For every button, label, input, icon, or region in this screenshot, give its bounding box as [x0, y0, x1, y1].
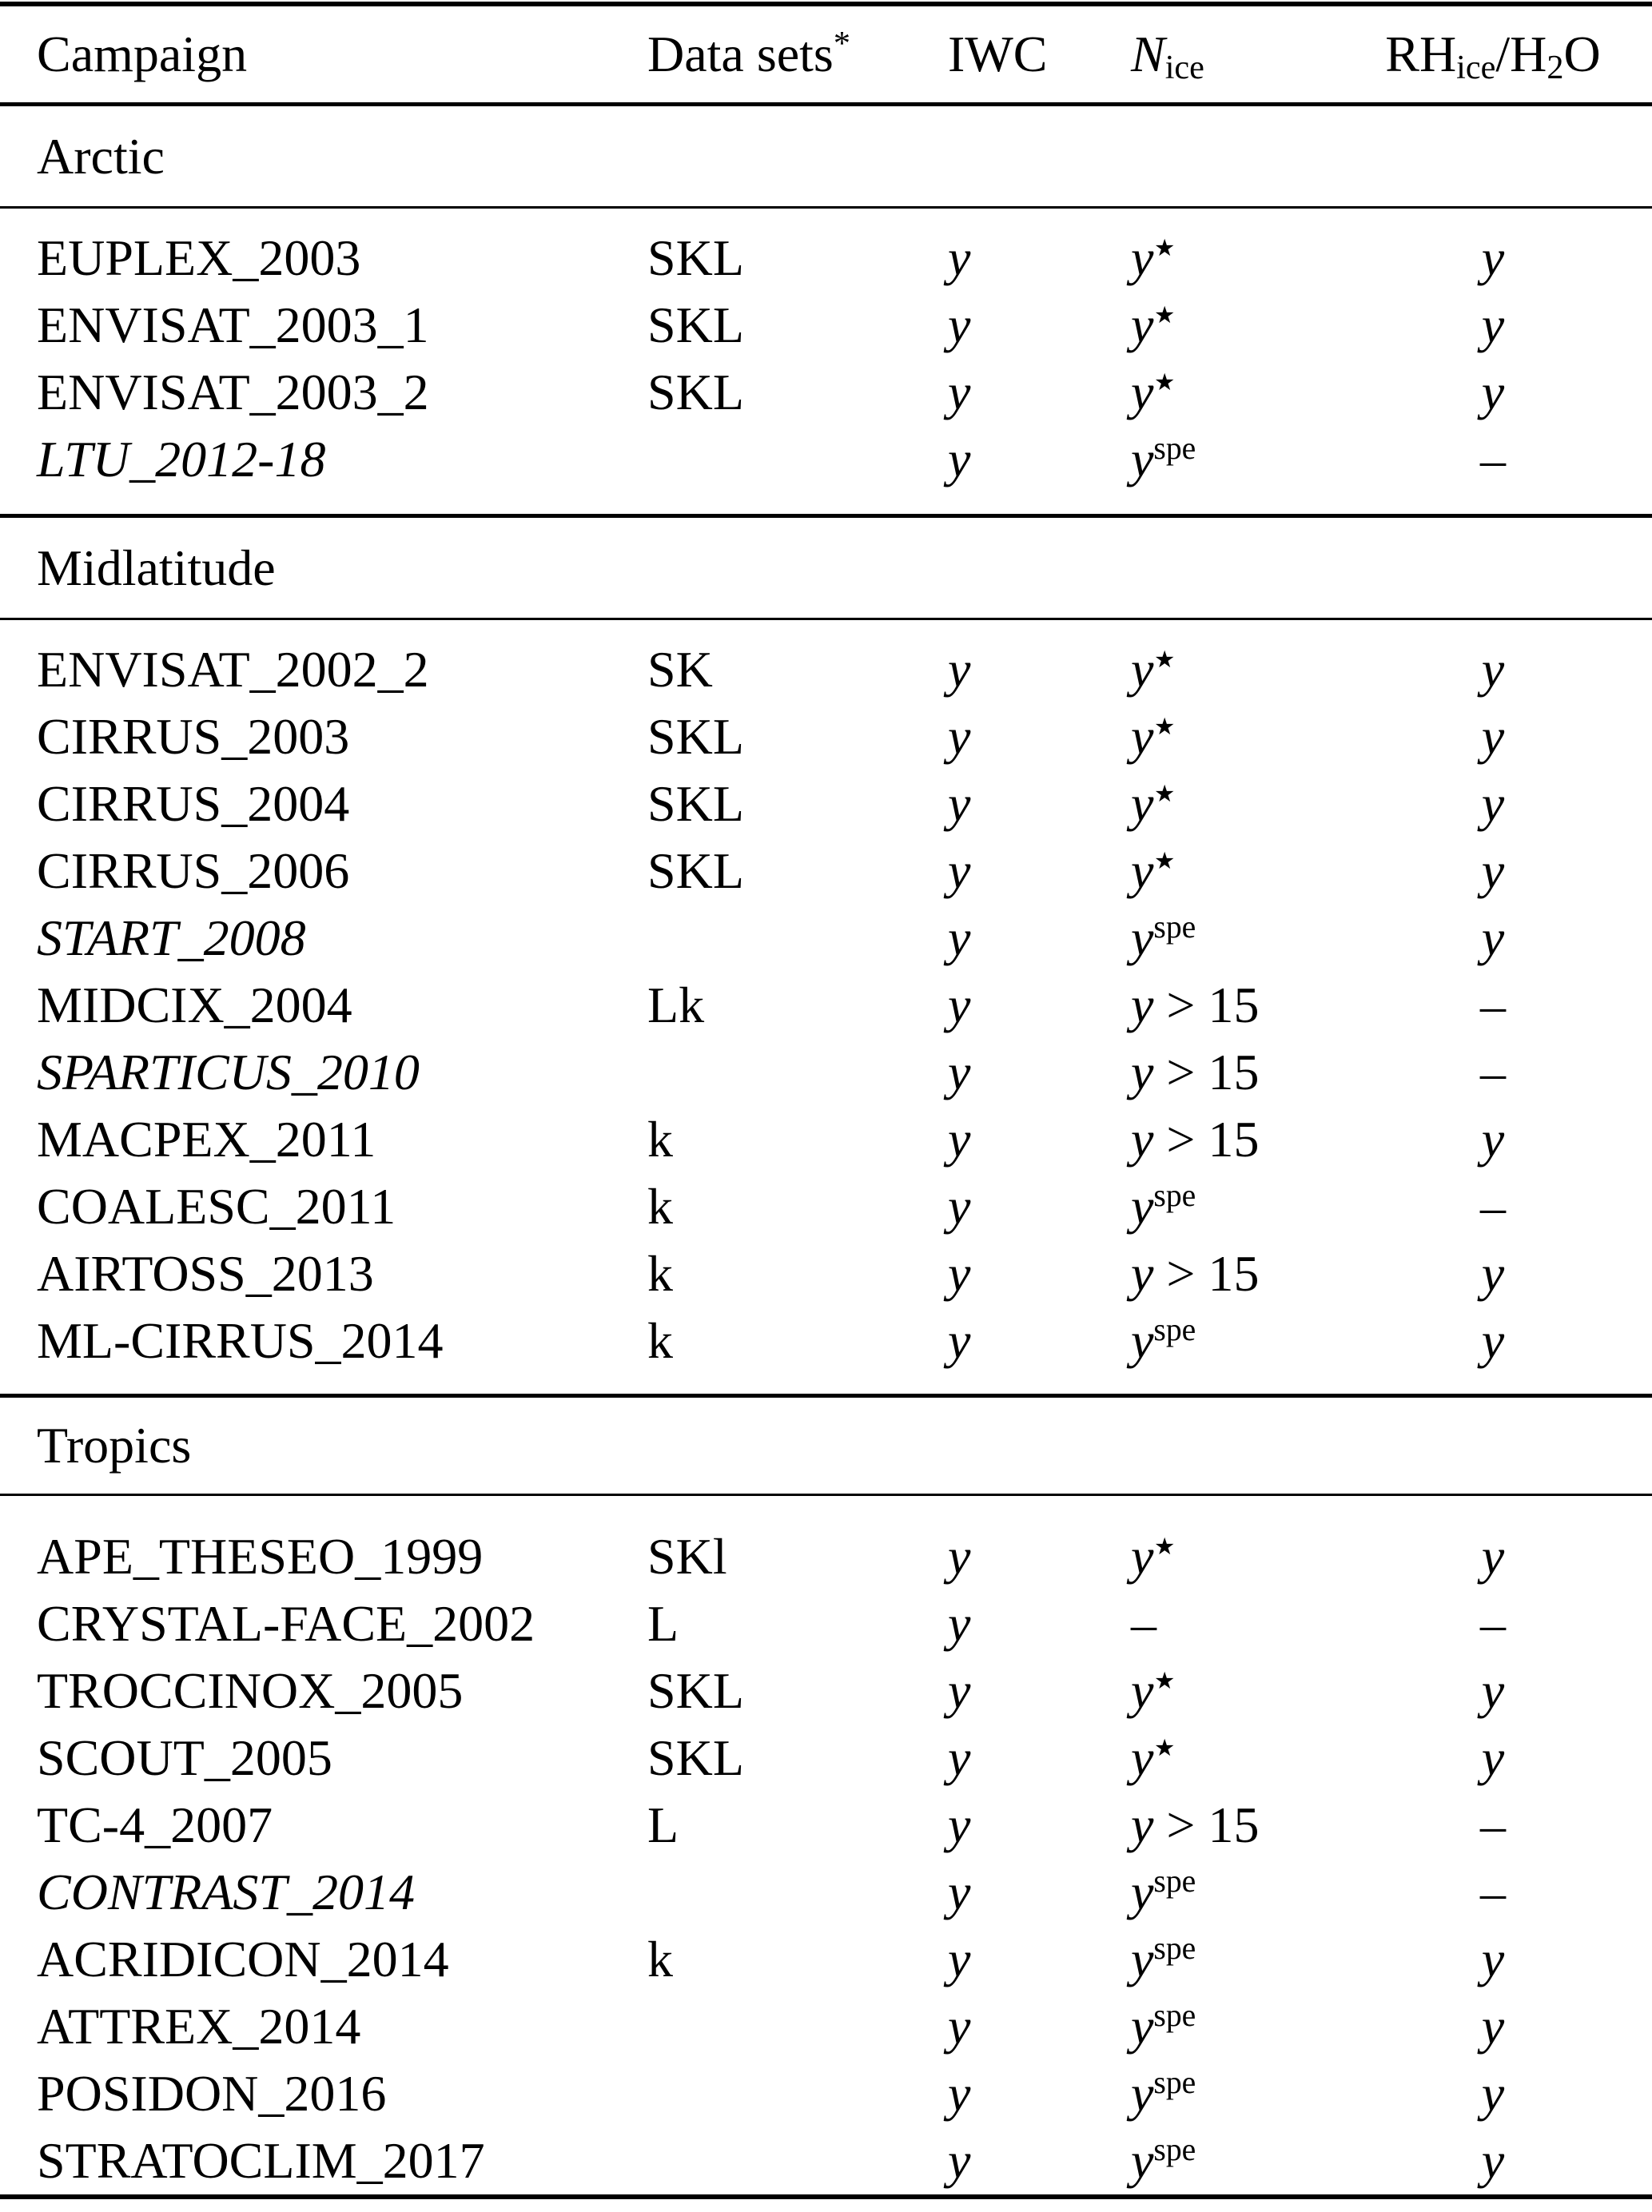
nice-cell [1131, 774, 1357, 833]
section-rows-arctic [0, 209, 1652, 514]
campaign-cell [0, 1863, 647, 1922]
iwc-cell [948, 774, 1131, 833]
nice-value: y [1131, 2065, 1154, 2122]
iwc-cell [948, 1527, 1131, 1586]
rh-cell [1357, 1661, 1629, 1721]
rh-cell [1357, 1796, 1629, 1855]
iwc-cell [948, 1043, 1131, 1102]
iwc-value: y [948, 775, 971, 832]
iwc-cell [948, 707, 1131, 766]
datasets-cell: k [647, 1111, 673, 1168]
campaign-header-label: Campaign [37, 26, 248, 82]
campaign-cell [0, 1661, 647, 1721]
section-title-midlatitude [0, 518, 1652, 618]
nice-rest: > 15 [1153, 1111, 1260, 1168]
rh-value: y [1481, 2132, 1505, 2189]
iwc-value: y [948, 1245, 971, 1302]
campaign-label-italic: LTU_2012-18 [37, 431, 326, 487]
campaign-label: MACPEX_2011 [37, 1111, 376, 1168]
nice-cell [1131, 1997, 1357, 2056]
table-row [0, 2127, 1652, 2194]
datasets-cell: SKL [647, 296, 744, 353]
campaign-cell [0, 1311, 647, 1371]
datasets-cell: L [647, 1796, 679, 1853]
rh-value: y [1481, 842, 1505, 899]
rh-cell [1357, 1110, 1629, 1169]
nice-cell [1131, 1796, 1357, 1855]
rh-value: y [1481, 229, 1505, 286]
table-row [0, 770, 1652, 837]
nice-cell [1131, 976, 1357, 1035]
star-superscript: ★ [1153, 1733, 1176, 1761]
datasets-cell: k [647, 1178, 673, 1235]
datasets-cell: SKL [647, 842, 744, 899]
iwc-cell [948, 363, 1131, 422]
spe-superscript: spe [1153, 1931, 1196, 1967]
datasets-cell: k [647, 1245, 673, 1302]
campaign-label: CIRRUS_2006 [37, 842, 350, 899]
iwc-value: y [948, 842, 971, 899]
campaign-label-italic: START_2008 [37, 909, 306, 966]
iwc-cell [948, 296, 1131, 355]
campaign-label-italic: CONTRAST_2014 [37, 1864, 415, 1920]
rh-dash: – [1480, 1864, 1506, 1920]
section-label: Midlatitude [37, 539, 276, 596]
iwc-cell [948, 1661, 1131, 1721]
nice-header-base: N [1131, 26, 1165, 82]
rh-cell [1357, 909, 1629, 968]
nice-rest: > 15 [1153, 1796, 1260, 1853]
nice-value: y [1131, 364, 1154, 420]
iwc-cell [948, 976, 1131, 1035]
campaign-label: CRYSTAL-FACE_2002 [37, 1595, 535, 1652]
campaign-label: ATTREX_2014 [37, 1998, 361, 2055]
nice-cell [1131, 909, 1357, 968]
spe-superscript: spe [1153, 2065, 1196, 2101]
spe-superscript: spe [1153, 1312, 1196, 1348]
iwc-cell [948, 1110, 1131, 1169]
iwc-value: y [948, 641, 971, 698]
iwc-value: y [948, 1864, 971, 1920]
table-row [0, 972, 1652, 1039]
table-row [0, 1307, 1652, 1375]
spe-superscript: spe [1153, 1864, 1196, 1900]
star-superscript: ★ [1153, 712, 1176, 740]
iwc-value: y [948, 708, 971, 765]
rh-cell [1357, 1244, 1629, 1303]
table-row [0, 1240, 1652, 1307]
datasets-asterisk-superscript: * [833, 24, 850, 62]
table-row [0, 225, 1652, 292]
campaign-label: CIRRUS_2004 [37, 775, 350, 832]
campaign-label: SCOUT_2005 [37, 1729, 332, 1786]
column-header-iwc [948, 25, 1131, 84]
iwc-value: y [948, 2132, 971, 2189]
campaign-cell [0, 1043, 647, 1102]
nice-value: y [1131, 909, 1154, 966]
rh-value: y [1481, 1931, 1505, 1987]
nice-value: y [1131, 977, 1154, 1033]
campaign-cell [0, 1997, 647, 2056]
table-row [0, 1657, 1652, 1725]
table-row [0, 1926, 1652, 1993]
datasets-cell: SKL [647, 708, 744, 765]
rh-cell [1357, 1997, 1629, 2056]
nice-cell [1131, 1661, 1357, 1721]
section-rows-midlatitude [0, 620, 1652, 1394]
nice-cell [1131, 2131, 1357, 2190]
iwc-value: y [948, 431, 971, 487]
iwc-value: y [948, 1931, 971, 1987]
campaign-cell [0, 707, 647, 766]
campaign-cell [0, 640, 647, 699]
section-label: Tropics [37, 1417, 192, 1474]
nice-rest: > 15 [1153, 1245, 1260, 1302]
rh-value: y [1481, 2065, 1505, 2122]
spe-superscript: spe [1153, 1178, 1196, 1214]
iwc-value: y [948, 1595, 971, 1652]
nice-cell [1131, 430, 1357, 489]
nice-value: y [1131, 229, 1154, 286]
iwc-cell [948, 1244, 1131, 1303]
campaign-cell [0, 909, 647, 968]
table-row [0, 1590, 1652, 1657]
rh-value: y [1481, 1998, 1505, 2055]
datasets-cell: SKL [647, 1662, 744, 1719]
campaign-cell [0, 1930, 647, 1989]
rh-cell [1357, 1311, 1629, 1371]
nice-cell [1131, 1527, 1357, 1586]
table-row [0, 703, 1652, 770]
table-row [0, 359, 1652, 426]
campaign-label: STRATOCLIM_2017 [37, 2132, 485, 2189]
rh-dash: – [1480, 1595, 1506, 1652]
campaign-label: CIRRUS_2003 [37, 708, 350, 765]
nice-cell [1131, 841, 1357, 901]
nice-cell [1131, 1311, 1357, 1371]
datasets-cell: SKL [647, 1729, 744, 1786]
rh-cell [1357, 1594, 1629, 1653]
rh-value: y [1481, 296, 1505, 353]
rh-cell [1357, 707, 1629, 766]
iwc-value: y [948, 1729, 971, 1786]
iwc-cell [948, 1177, 1131, 1236]
campaign-cell [0, 976, 647, 1035]
spe-superscript: spe [1153, 909, 1196, 945]
nice-rest: – [1131, 1595, 1156, 1652]
table-row [0, 1039, 1652, 1106]
column-header-rh [1357, 25, 1629, 87]
iwc-header-label: IWC [948, 26, 1048, 82]
iwc-value: y [948, 909, 971, 966]
star-superscript: ★ [1153, 300, 1176, 328]
datasets-cell: SKL [647, 364, 744, 420]
iwc-cell [948, 1729, 1131, 1788]
nice-value: y [1131, 1931, 1154, 1987]
iwc-value: y [948, 2065, 971, 2122]
table-row [0, 1725, 1652, 1792]
nice-cell [1131, 363, 1357, 422]
rh-cell [1357, 640, 1629, 699]
nice-cell [1131, 296, 1357, 355]
iwc-cell [948, 2064, 1131, 2123]
campaign-label: ENVISAT_2002_2 [37, 641, 429, 698]
rh-value: y [1481, 909, 1505, 966]
rh-header-slash-h: /H [1495, 26, 1547, 82]
campaign-cell [0, 430, 647, 489]
iwc-value: y [948, 1796, 971, 1853]
iwc-cell [948, 1594, 1131, 1653]
rh-value: y [1481, 708, 1505, 765]
nice-value: y [1131, 708, 1154, 765]
campaign-cell [0, 1796, 647, 1855]
table-row [0, 1523, 1652, 1590]
nice-cell [1131, 1110, 1357, 1169]
nice-value: y [1131, 431, 1154, 487]
star-superscript: ★ [1153, 779, 1176, 807]
iwc-value: y [948, 1662, 971, 1719]
rh-dash: – [1480, 1044, 1506, 1100]
table-row [0, 426, 1652, 493]
table-row [0, 292, 1652, 359]
rh-cell [1357, 229, 1629, 288]
nice-cell [1131, 1930, 1357, 1989]
nice-value: y [1131, 641, 1154, 698]
nice-value: y [1131, 842, 1154, 899]
campaign-label: TC-4_2007 [37, 1796, 273, 1853]
iwc-cell [948, 229, 1131, 288]
iwc-value: y [948, 364, 971, 420]
rh-cell [1357, 1043, 1629, 1102]
table-row [0, 1993, 1652, 2060]
spe-superscript: spe [1153, 431, 1196, 467]
rh-cell [1357, 976, 1629, 1035]
rh-header-o: O [1563, 26, 1601, 82]
section-title-tropics [0, 1398, 1652, 1494]
star-superscript: ★ [1153, 233, 1176, 261]
nice-value: y [1131, 1245, 1154, 1302]
datasets-header-label: Data sets [647, 26, 834, 82]
table-row [0, 837, 1652, 905]
nice-value: y [1131, 1178, 1154, 1235]
datasets-cell: k [647, 1312, 673, 1369]
iwc-value: y [948, 229, 971, 286]
nice-value: y [1131, 1796, 1154, 1853]
nice-header-subscript: ice [1164, 49, 1204, 87]
campaign-cell [0, 1244, 647, 1303]
rh-dash: – [1480, 431, 1506, 487]
campaign-label: EUPLEX_2003 [37, 229, 361, 286]
rh-value: y [1481, 641, 1505, 698]
campaign-label: COALESC_2011 [37, 1178, 396, 1235]
iwc-cell [948, 640, 1131, 699]
campaign-cell [0, 1594, 647, 1653]
column-header-datasets [647, 25, 948, 84]
rh-dash: – [1480, 977, 1506, 1033]
star-superscript: ★ [1153, 1532, 1176, 1560]
iwc-value: y [948, 1111, 971, 1168]
rh-cell [1357, 1930, 1629, 1989]
column-header-campaign [0, 25, 647, 84]
section-rows-tropics [0, 1496, 1652, 2194]
table-header-row [0, 6, 1652, 102]
nice-cell [1131, 1729, 1357, 1788]
rh-cell [1357, 2064, 1629, 2123]
iwc-cell [948, 909, 1131, 968]
table-row [0, 1859, 1652, 1926]
iwc-cell [948, 1311, 1131, 1371]
rh-value: y [1481, 364, 1505, 420]
rh-value: y [1481, 1528, 1505, 1585]
nice-rest: > 15 [1153, 1044, 1260, 1100]
campaign-label: ML-CIRRUS_2014 [37, 1312, 444, 1369]
rh-cell [1357, 1863, 1629, 1922]
rh-header-base: RH [1385, 26, 1457, 82]
rh-value: y [1481, 1312, 1505, 1369]
campaign-label: POSIDON_2016 [37, 2065, 387, 2122]
iwc-value: y [948, 1998, 971, 2055]
column-header-nice [1131, 25, 1357, 87]
nice-value: y [1131, 1312, 1154, 1369]
rh-value: y [1481, 775, 1505, 832]
campaign-cell [0, 2131, 647, 2190]
nice-value: y [1131, 775, 1154, 832]
campaign-label-italic: SPARTICUS_2010 [37, 1044, 420, 1100]
spe-superscript: spe [1153, 2132, 1196, 2168]
rh-header-subscript-2: 2 [1547, 49, 1564, 87]
campaign-cell [0, 1729, 647, 1788]
rh-value: y [1481, 1729, 1505, 1786]
nice-value: y [1131, 296, 1154, 353]
iwc-value: y [948, 1312, 971, 1369]
table-row [0, 905, 1652, 972]
campaign-label: ENVISAT_2003_2 [37, 364, 429, 420]
campaign-cell [0, 1177, 647, 1236]
rh-header-subscript-ice: ice [1456, 49, 1496, 87]
rh-cell [1357, 430, 1629, 489]
campaign-label: TROCCINOX_2005 [37, 1662, 464, 1719]
nice-value: y [1131, 1044, 1154, 1100]
campaign-cell [0, 363, 647, 422]
iwc-cell [948, 1796, 1131, 1855]
iwc-value: y [948, 1178, 971, 1235]
iwc-cell [948, 430, 1131, 489]
campaign-label: ENVISAT_2003_1 [37, 296, 429, 353]
rh-value: y [1481, 1111, 1505, 1168]
section-title-arctic [0, 106, 1652, 206]
datasets-cell: L [647, 1595, 679, 1652]
datasets-cell: SK [647, 641, 713, 698]
star-superscript: ★ [1153, 645, 1176, 673]
nice-value: y [1131, 1528, 1154, 1585]
table-row [0, 636, 1652, 703]
table-row [0, 1106, 1652, 1173]
iwc-value: y [948, 1528, 971, 1585]
campaign-label: ACRIDICON_2014 [37, 1931, 449, 1987]
nice-rest: > 15 [1153, 977, 1260, 1033]
iwc-value: y [948, 1044, 971, 1100]
section-label: Arctic [37, 127, 165, 185]
rh-cell [1357, 1527, 1629, 1586]
table-rule-bottom [0, 2194, 1652, 2199]
nice-value: y [1131, 1864, 1154, 1920]
rh-value: y [1481, 1662, 1505, 1719]
campaign-cell [0, 1527, 647, 1586]
datasets-cell: Lk [647, 977, 705, 1033]
nice-cell [1131, 707, 1357, 766]
iwc-cell [948, 1930, 1131, 1989]
rh-cell [1357, 1729, 1629, 1788]
star-superscript: ★ [1153, 368, 1176, 396]
rh-cell [1357, 2131, 1629, 2190]
nice-cell [1131, 1594, 1357, 1653]
iwc-value: y [948, 296, 971, 353]
rh-cell [1357, 841, 1629, 901]
rh-cell [1357, 363, 1629, 422]
datasets-cell: SKL [647, 775, 744, 832]
campaign-cell [0, 229, 647, 288]
campaign-label: AIRTOSS_2013 [37, 1245, 374, 1302]
iwc-cell [948, 1863, 1131, 1922]
iwc-cell [948, 2131, 1131, 2190]
rh-cell [1357, 774, 1629, 833]
rh-cell [1357, 1177, 1629, 1236]
star-superscript: ★ [1153, 1666, 1176, 1694]
nice-value: y [1131, 1111, 1154, 1168]
campaign-cell [0, 296, 647, 355]
nice-cell [1131, 1177, 1357, 1236]
campaign-cell [0, 841, 647, 901]
spe-superscript: spe [1153, 1998, 1196, 2034]
nice-cell [1131, 1863, 1357, 1922]
nice-cell [1131, 1043, 1357, 1102]
nice-cell [1131, 2064, 1357, 2123]
rh-dash: – [1480, 1796, 1506, 1853]
nice-cell [1131, 640, 1357, 699]
rh-value: y [1481, 1245, 1505, 1302]
table-row [0, 2060, 1652, 2127]
iwc-cell [948, 841, 1131, 901]
nice-cell [1131, 1244, 1357, 1303]
campaign-cell [0, 1110, 647, 1169]
datasets-cell: SKl [647, 1528, 727, 1585]
campaign-label: MIDCIX_2004 [37, 977, 352, 1033]
datasets-cell: k [647, 1931, 673, 1987]
nice-value: y [1131, 2132, 1154, 2189]
table-row [0, 1173, 1652, 1240]
iwc-value: y [948, 977, 971, 1033]
iwc-cell [948, 1997, 1131, 2056]
rh-cell [1357, 296, 1629, 355]
nice-value: y [1131, 1998, 1154, 2055]
star-superscript: ★ [1153, 846, 1176, 874]
nice-value: y [1131, 1662, 1154, 1719]
rh-dash: – [1480, 1178, 1506, 1235]
campaign-label: APE_THESEO_1999 [37, 1528, 484, 1585]
campaign-cell [0, 2064, 647, 2123]
campaign-cell [0, 774, 647, 833]
table-row [0, 1792, 1652, 1859]
nice-cell [1131, 229, 1357, 288]
nice-value: y [1131, 1729, 1154, 1786]
datasets-cell: SKL [647, 229, 744, 286]
